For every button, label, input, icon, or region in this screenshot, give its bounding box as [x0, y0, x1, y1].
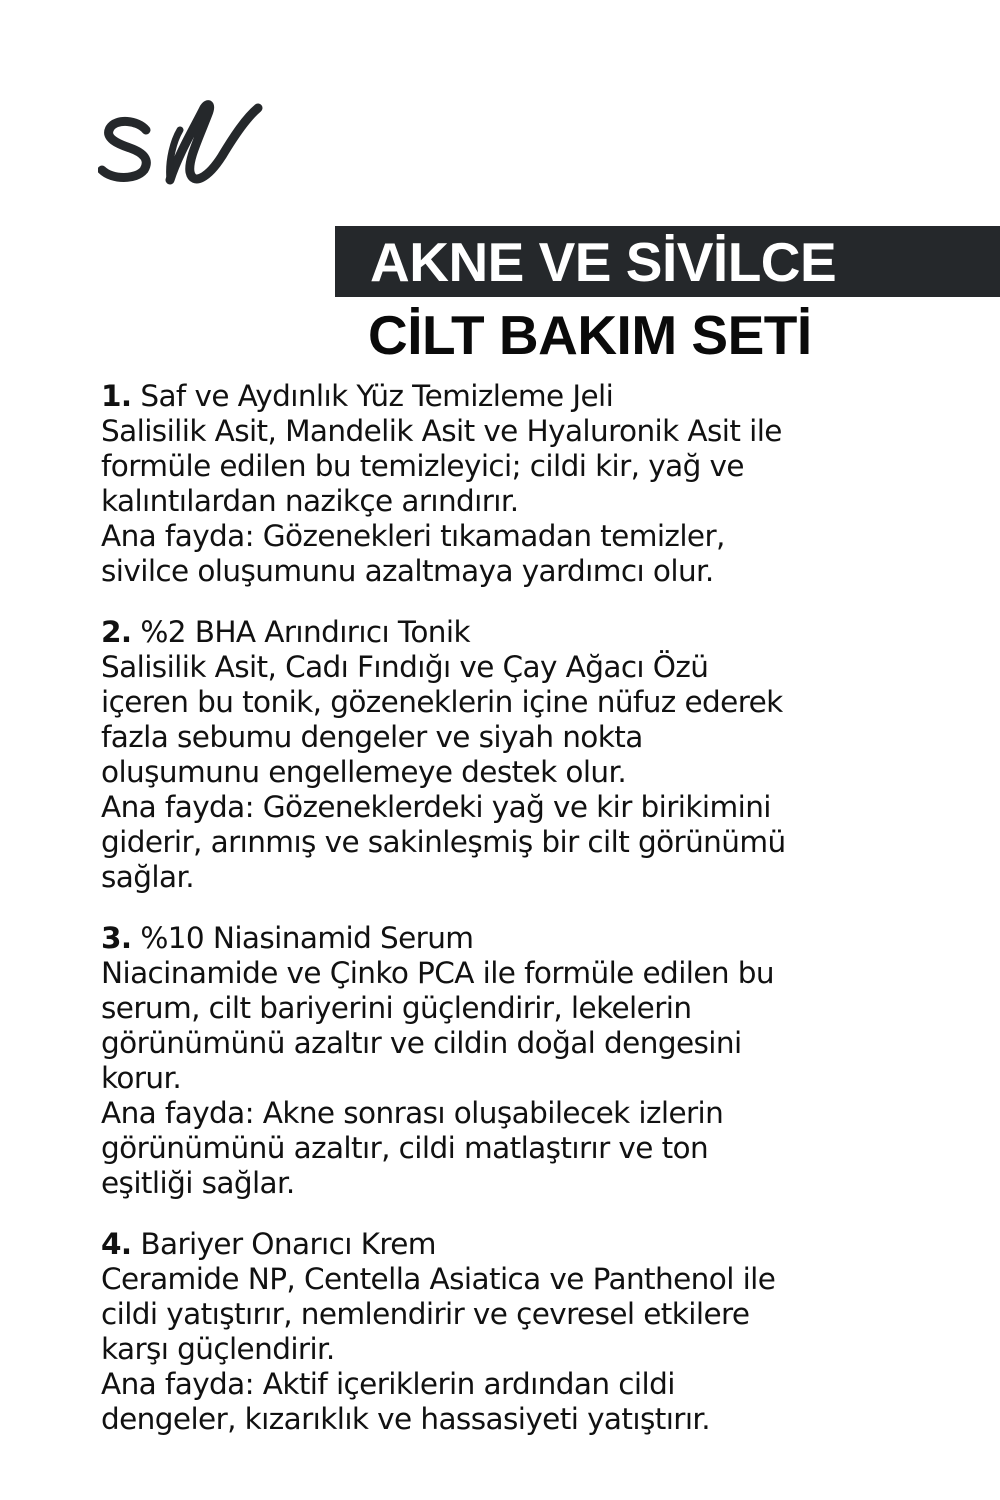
product-number: 3. [101, 921, 132, 955]
product-benefit-line: dengeler, kızarıklık ve hassasiyeti yatıştırır. [101, 1402, 711, 1436]
product-description-line: içeren bu tonik, gözeneklerin içine nüfuz ederek [101, 685, 783, 719]
brand-logo-icon [98, 100, 268, 192]
product-item-3 [101, 921, 981, 1201]
product-name: %10 Niasinamid Serum [140, 921, 474, 955]
product-benefit-line: Ana fayda: Gözenekleri tıkamadan temizler, [101, 519, 725, 553]
product-description-line: Salisilik Asit, Cadı Fındığı ve Çay Ağacı Özü [101, 650, 709, 684]
product-description-line: cildi yatıştırır, nemlendirir ve çevresel etkilere [101, 1297, 750, 1331]
product-number: 1. [101, 379, 132, 413]
product-item-2 [101, 615, 981, 895]
product-name: Bariyer Onarıcı Krem [140, 1227, 436, 1261]
product-description-line: oluşumunu engellemeye destek olur. [101, 755, 627, 789]
product-benefit-line: Ana fayda: Aktif içeriklerin ardından cildi [101, 1367, 675, 1401]
product-description-line: görünümünü azaltır ve cildin doğal dengesini [101, 1026, 742, 1060]
product-description-line: Niacinamide ve Çinko PCA ile formüle edilen bu [101, 956, 775, 990]
product-item-4 [101, 1227, 981, 1437]
product-heading [101, 379, 981, 414]
product-benefit-line: sivilce oluşumunu azaltmaya yardımcı olur. [101, 554, 714, 588]
product-list [101, 379, 981, 1463]
page-title-line-2: CİLT BAKIM SETİ [368, 304, 812, 366]
product-description-line: formüle edilen bu temizleyici; cildi kir, yağ ve [101, 449, 744, 483]
product-description-line: kalıntılardan nazikçe arındırır. [101, 484, 519, 518]
product-description-line: karşı güçlendirir. [101, 1332, 335, 1366]
product-heading [101, 1227, 981, 1262]
product-heading [101, 921, 981, 956]
product-benefit-line: Ana fayda: Gözeneklerdeki yağ ve kir birikimini [101, 790, 771, 824]
product-description-line: serum, cilt bariyerini güçlendirir, lekelerin [101, 991, 692, 1025]
product-name: %2 BHA Arındırıcı Tonik [140, 615, 470, 649]
product-benefit-line: Ana fayda: Akne sonrası oluşabilecek izlerin [101, 1096, 724, 1130]
product-description-line: korur. [101, 1061, 182, 1095]
product-description-line: Ceramide NP, Centella Asiatica ve Panthenol ile [101, 1262, 776, 1296]
product-benefit-line: eşitliği sağlar. [101, 1166, 295, 1200]
product-description-line: fazla sebumu dengeler ve siyah nokta [101, 720, 643, 754]
product-description-line: Salisilik Asit, Mandelik Asit ve Hyaluronik Asit ile [101, 414, 782, 448]
product-heading [101, 615, 981, 650]
product-item-1 [101, 379, 981, 589]
product-benefit-line: görünümünü azaltır, cildi matlaştırır ve ton [101, 1131, 709, 1165]
page-title-line-1: AKNE VE SİVİLCE [370, 231, 837, 293]
product-number: 2. [101, 615, 132, 649]
product-benefit-line: sağlar. [101, 860, 195, 894]
product-name: Saf ve Aydınlık Yüz Temizleme Jeli [140, 379, 614, 413]
product-benefit-line: giderir, arınmış ve sakinleşmiş bir cilt görünümü [101, 825, 786, 859]
product-number: 4. [101, 1227, 132, 1261]
